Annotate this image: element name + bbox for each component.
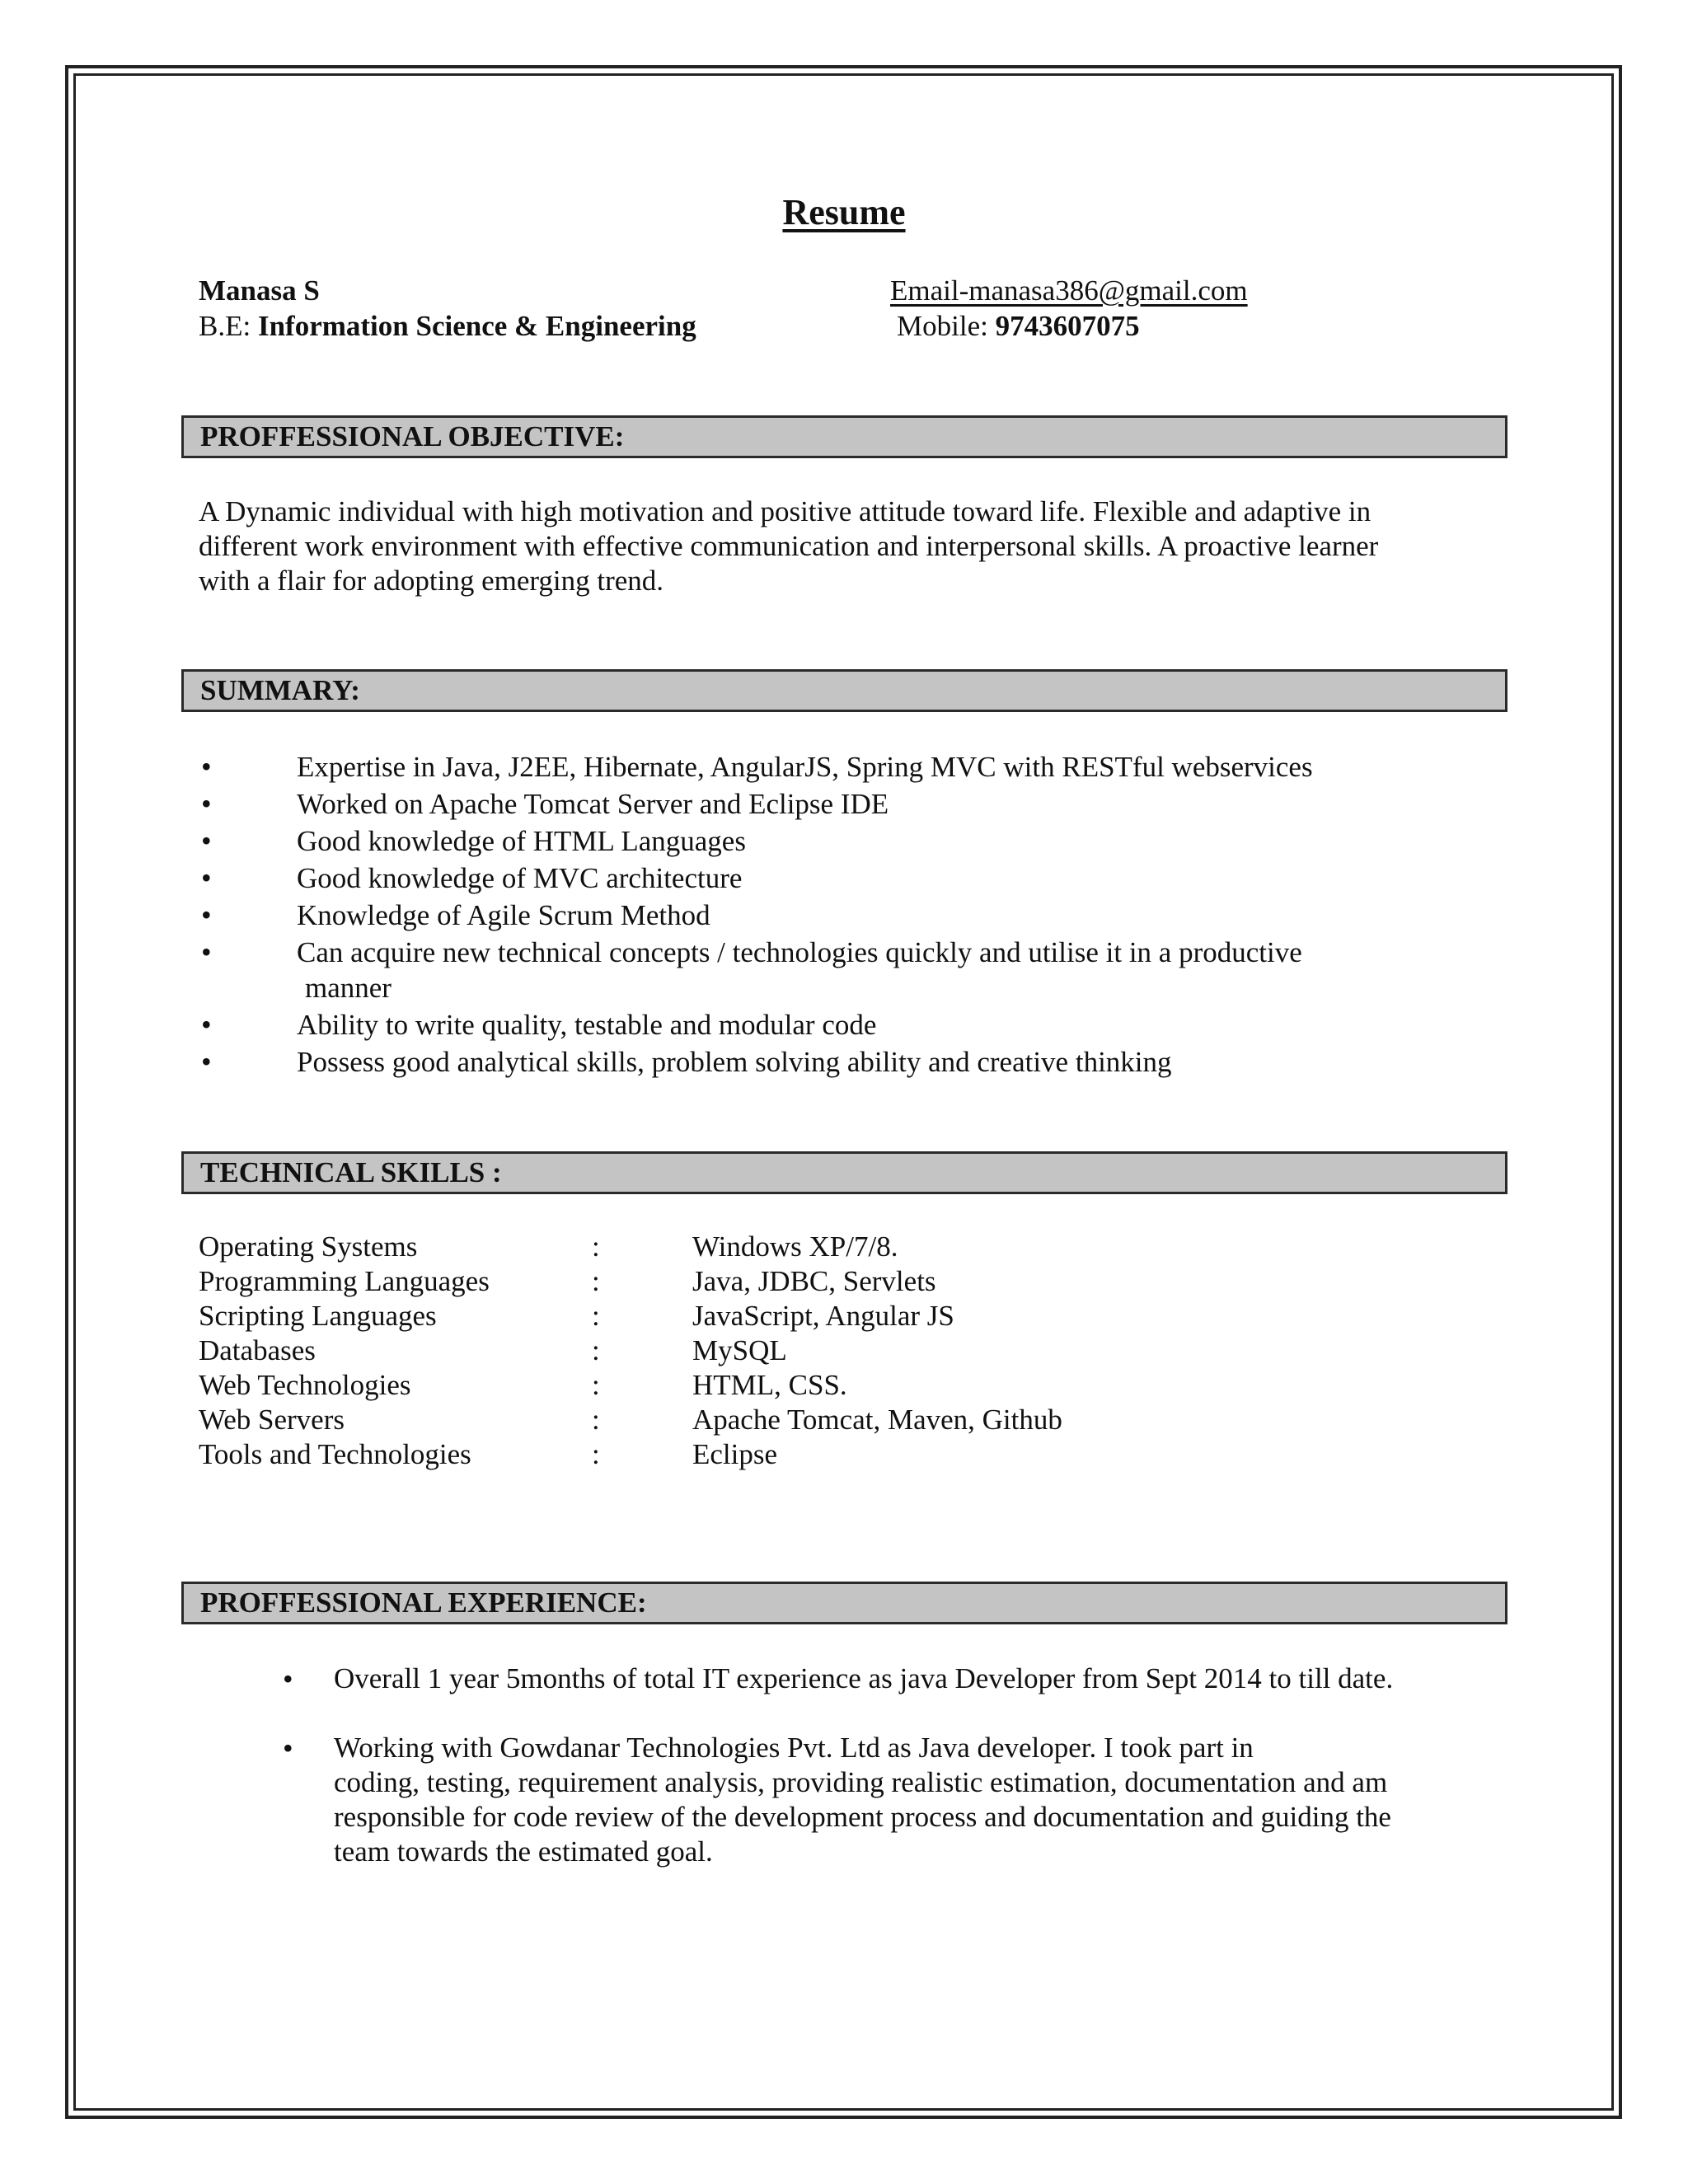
experience-item-line: team towards the estimated goal. — [334, 1835, 713, 1868]
summary-bullet: • — [201, 787, 212, 820]
objective-line-3: with a flair for adopting emerging trend. — [199, 565, 664, 597]
skill-name: Scripting Languages — [199, 1300, 437, 1332]
skill-value: Java, JDBC, Servlets — [692, 1265, 936, 1297]
skill-value: Windows XP/7/8. — [692, 1230, 898, 1263]
summary-item-continuation: manner — [305, 972, 392, 1004]
skill-separator: : — [592, 1334, 600, 1366]
skill-value: Apache Tomcat, Maven, Github — [692, 1404, 1062, 1436]
experience-item-line: coding, testing, requirement analysis, providing realistic estimation, documentation and am — [334, 1766, 1388, 1798]
objective-heading: PROFFESSIONAL OBJECTIVE: — [181, 415, 1507, 458]
summary-bullet: • — [201, 1008, 212, 1041]
skill-name: Web Servers — [199, 1404, 345, 1436]
mobile-label: Mobile: — [897, 310, 996, 342]
skills-heading: TECHNICAL SKILLS : — [181, 1151, 1507, 1194]
candidate-name: Manasa S — [199, 274, 320, 307]
resume-title: Resume — [782, 192, 906, 232]
experience-bullet: • — [283, 1662, 293, 1695]
summary-item: Expertise in Java, J2EE, Hibernate, AngularJS, Spring MVC with RESTful webservices — [297, 751, 1313, 783]
summary-item: Possess good analytical skills, problem solving ability and creative thinking — [297, 1046, 1172, 1078]
experience-heading: PROFFESSIONAL EXPERIENCE: — [181, 1582, 1507, 1624]
experience-bullet: • — [283, 1732, 293, 1765]
degree-line — [199, 309, 696, 344]
mobile-line — [897, 309, 1140, 344]
summary-item: Good knowledge of MVC architecture — [297, 862, 743, 894]
summary-bullet: • — [201, 935, 212, 968]
summary-item: Good knowledge of HTML Languages — [297, 825, 746, 857]
skill-separator: : — [592, 1438, 600, 1470]
objective-line-1: A Dynamic individual with high motivation and positive attitude toward life. Flexible and adaptive in — [199, 495, 1372, 527]
skill-name: Programming Languages — [199, 1265, 490, 1297]
skill-value: HTML, CSS. — [692, 1369, 847, 1401]
experience-item: Overall 1 year 5months of total IT experience as java Developer from Sept 2014 to till date. — [334, 1662, 1394, 1694]
summary-bullet: • — [201, 861, 212, 894]
skill-separator: : — [592, 1404, 600, 1436]
skill-name: Web Technologies — [199, 1369, 411, 1401]
skill-separator: : — [592, 1369, 600, 1401]
objective-line-2: different work environment with effective communication and interpersonal skills. A proactive learner — [199, 530, 1379, 562]
email-link[interactable]: Email-manasa386@gmail.com — [890, 274, 1248, 307]
summary-heading: SUMMARY: — [181, 669, 1507, 712]
summary-bullet: • — [201, 898, 212, 931]
summary-item: Ability to write quality, testable and modular code — [297, 1009, 877, 1041]
experience-item-line: responsible for code review of the development process and documentation and guiding the — [334, 1801, 1391, 1833]
skill-separator: : — [592, 1300, 600, 1332]
summary-bullet: • — [201, 824, 212, 857]
skill-separator: : — [592, 1230, 600, 1263]
mobile-number: 9743607075 — [995, 310, 1140, 342]
summary-bullet: • — [201, 750, 212, 783]
summary-item: Knowledge of Agile Scrum Method — [297, 899, 710, 931]
skill-name: Databases — [199, 1334, 316, 1366]
experience-item-line: Working with Gowdanar Technologies Pvt. Ltd as Java developer. I took part in — [334, 1732, 1254, 1764]
skill-value: Eclipse — [692, 1438, 778, 1470]
skill-name: Tools and Technologies — [199, 1438, 471, 1470]
skill-separator: : — [592, 1265, 600, 1297]
skill-name: Operating Systems — [199, 1230, 418, 1263]
skill-value: JavaScript, Angular JS — [692, 1300, 954, 1332]
summary-bullet: • — [201, 1045, 212, 1078]
skill-value: MySQL — [692, 1334, 787, 1366]
summary-item: Worked on Apache Tomcat Server and Eclipse IDE — [297, 788, 889, 820]
summary-item: Can acquire new technical concepts / technologies quickly and utilise it in a productive — [297, 936, 1302, 968]
degree-name: Information Science & Engineering — [257, 310, 696, 342]
degree-prefix: B.E: — [199, 310, 258, 342]
